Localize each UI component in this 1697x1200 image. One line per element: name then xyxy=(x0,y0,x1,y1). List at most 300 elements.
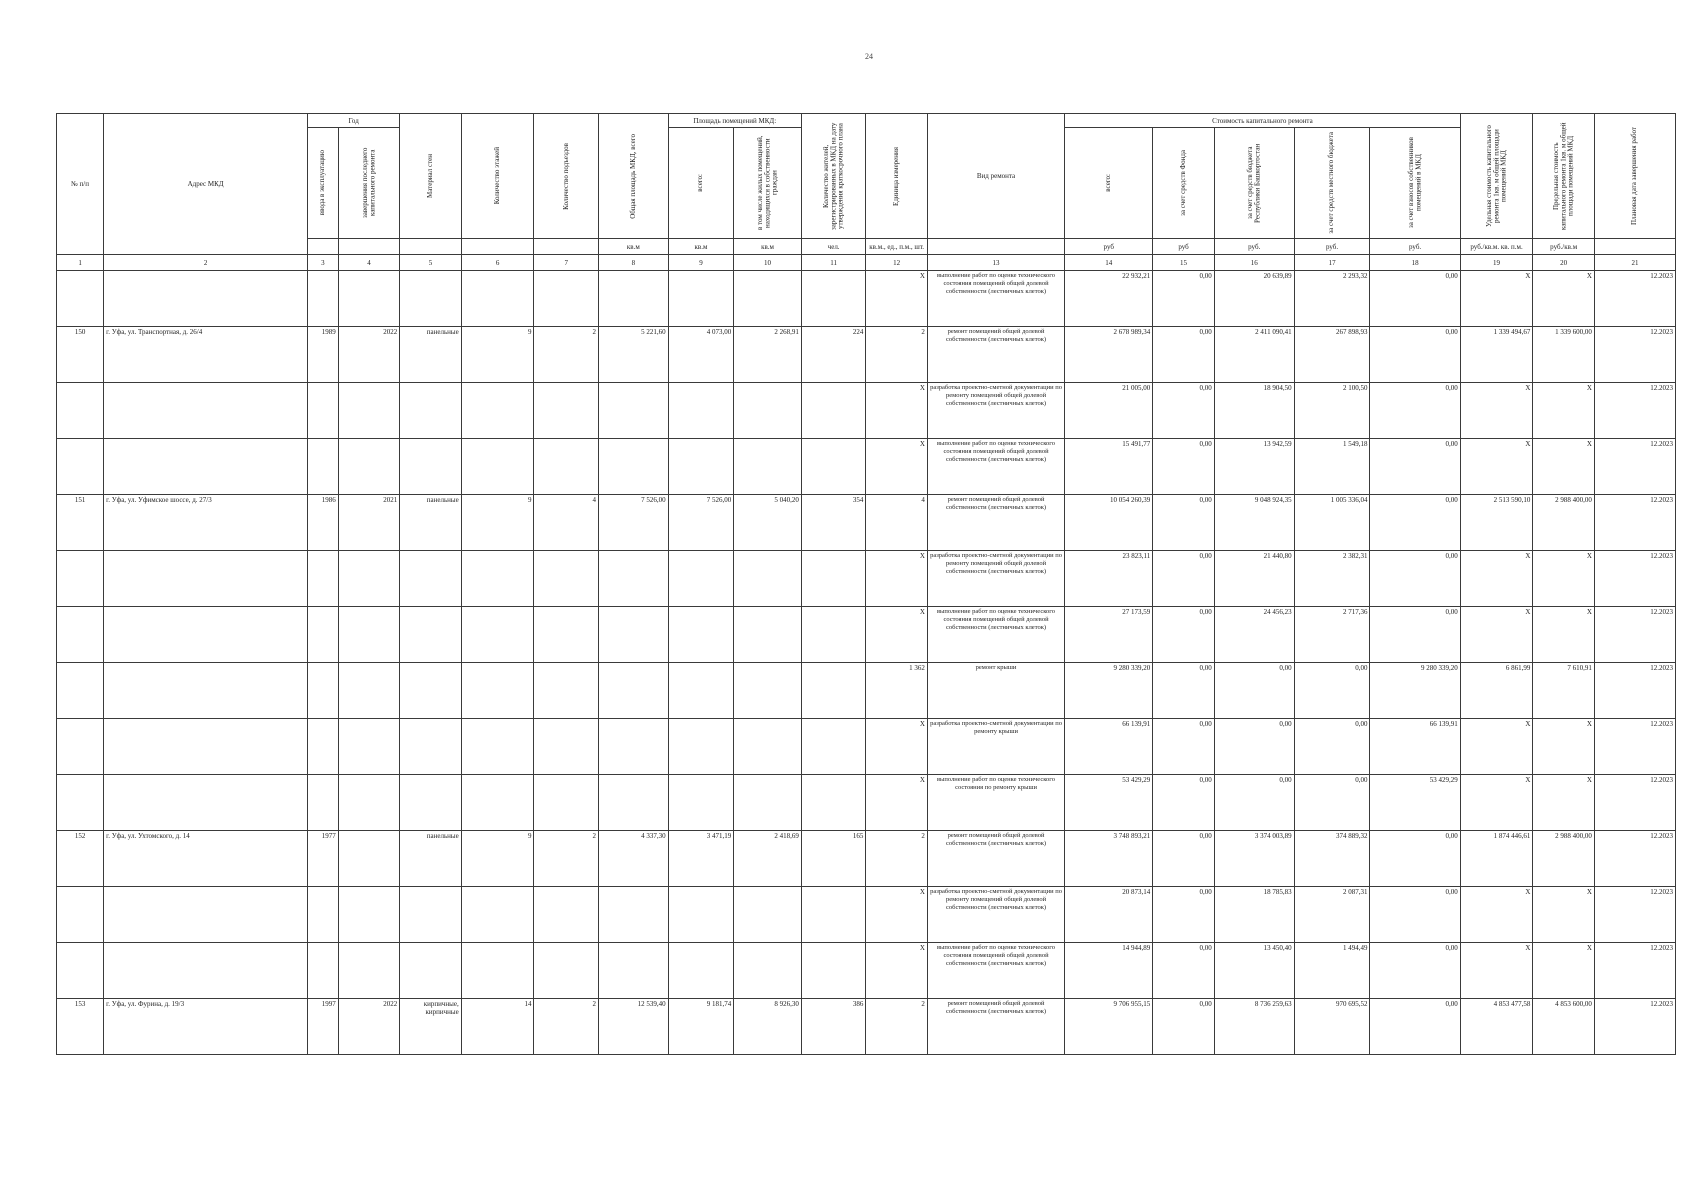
cell-residents xyxy=(801,551,866,607)
cell-no: 152 xyxy=(57,831,104,887)
cell-material xyxy=(400,719,461,775)
cell-local: 2 382,31 xyxy=(1294,551,1370,607)
header-cost-rb: за счет средств бюджета Республики Башкортостан xyxy=(1214,128,1294,239)
cell-owners: 0,00 xyxy=(1370,999,1460,1055)
cell-year-c xyxy=(308,551,339,607)
cell-ucost: X xyxy=(1460,551,1533,607)
cell-fund: 0,00 xyxy=(1153,943,1214,999)
cell-owners: 0,00 xyxy=(1370,831,1460,887)
header-address: Адрес МКД xyxy=(104,114,308,255)
cell-residents xyxy=(801,439,866,495)
cell-residents: 224 xyxy=(801,327,866,383)
cell-floors xyxy=(461,719,534,775)
cell-rb: 24 456,23 xyxy=(1214,607,1294,663)
column-number: 21 xyxy=(1594,255,1675,271)
column-number: 18 xyxy=(1370,255,1460,271)
table-row xyxy=(57,551,1676,607)
unit-cell xyxy=(927,239,1064,255)
cell-total: 9 280 339,20 xyxy=(1065,663,1153,719)
cell-area-res xyxy=(734,551,802,607)
cell-work: выполнение работ по оценке технического состояния помещений общей долевой собственности (лестничных клеток) xyxy=(927,607,1064,663)
cell-year-c xyxy=(308,719,339,775)
header-max-cost: Предельная стоимость капитального ремонта 1кв. м общей площади помещений МКД xyxy=(1533,114,1594,239)
cell-area xyxy=(598,607,668,663)
cell-floors: 9 xyxy=(461,495,534,551)
cell-ucost: X xyxy=(1460,607,1533,663)
cell-mcost: X xyxy=(1533,943,1594,999)
cell-work: ремонт помещений общей долевой собственности (лестничных клеток) xyxy=(927,495,1064,551)
cell-work: ремонт помещений общей долевой собственности (лестничных клеток) xyxy=(927,327,1064,383)
column-number: 6 xyxy=(461,255,534,271)
cell-no xyxy=(57,439,104,495)
cell-local: 2 087,31 xyxy=(1294,887,1370,943)
cell-area-all xyxy=(668,663,734,719)
cell-date: 12.2023 xyxy=(1594,719,1675,775)
cell-no: 150 xyxy=(57,327,104,383)
cell-work: выполнение работ по оценке технического состояния помещений общей долевой собственности (лестничных клеток) xyxy=(927,271,1064,327)
cell-mcost: X xyxy=(1533,551,1594,607)
cell-residents xyxy=(801,663,866,719)
cell-floors: 14 xyxy=(461,999,534,1055)
cell-area xyxy=(598,439,668,495)
unit-cell: кв.м xyxy=(734,239,802,255)
cell-unit: 4 xyxy=(866,495,927,551)
header-year-commission: ввода в эксплуатацию xyxy=(308,128,339,239)
cell-fund: 0,00 xyxy=(1153,719,1214,775)
cell-owners: 0,00 xyxy=(1370,439,1460,495)
header-cost-group: Стоимость капитального ремонта xyxy=(1065,114,1461,128)
column-number: 20 xyxy=(1533,255,1594,271)
cell-entr: 2 xyxy=(534,999,599,1055)
cell-address xyxy=(104,663,308,719)
cell-total: 20 873,14 xyxy=(1065,887,1153,943)
cell-ucost: 4 853 477,58 xyxy=(1460,999,1533,1055)
cell-rb: 8 736 259,63 xyxy=(1214,999,1294,1055)
cell-local: 267 898,93 xyxy=(1294,327,1370,383)
cell-area-res xyxy=(734,775,802,831)
cell-year-c xyxy=(308,271,339,327)
cell-date: 12.2023 xyxy=(1594,271,1675,327)
cell-floors xyxy=(461,551,534,607)
column-number: 13 xyxy=(927,255,1064,271)
cell-entr xyxy=(534,607,599,663)
cell-rb: 3 374 003,89 xyxy=(1214,831,1294,887)
cell-mcost: 1 339 600,00 xyxy=(1533,327,1594,383)
cell-owners: 0,00 xyxy=(1370,327,1460,383)
cell-residents xyxy=(801,607,866,663)
cell-mcost: 2 988 400,00 xyxy=(1533,495,1594,551)
cell-year-r xyxy=(338,551,399,607)
header-unit-cost: Удельная стоимость капитального ремонта 1кв. м общей площади помещений МКД xyxy=(1460,114,1533,239)
cell-address xyxy=(104,383,308,439)
column-number: 9 xyxy=(668,255,734,271)
cell-area xyxy=(598,271,668,327)
cell-date: 12.2023 xyxy=(1594,439,1675,495)
table-row xyxy=(57,775,1676,831)
cell-ucost: X xyxy=(1460,775,1533,831)
cell-rb: 0,00 xyxy=(1214,775,1294,831)
cell-unit: 1 362 xyxy=(866,663,927,719)
cell-fund: 0,00 xyxy=(1153,663,1214,719)
unit-cell: руб./кв.м xyxy=(1533,239,1594,255)
cell-year-r xyxy=(338,439,399,495)
cell-owners: 0,00 xyxy=(1370,607,1460,663)
cell-unit: X xyxy=(866,383,927,439)
cell-area: 12 539,40 xyxy=(598,999,668,1055)
cell-entr: 2 xyxy=(534,327,599,383)
unit-cell: кв.м xyxy=(598,239,668,255)
cell-year-c xyxy=(308,607,339,663)
cell-year-c xyxy=(308,663,339,719)
cell-year-c xyxy=(308,943,339,999)
cell-total: 21 005,00 xyxy=(1065,383,1153,439)
cell-year-r xyxy=(338,831,399,887)
cell-area-res xyxy=(734,943,802,999)
cell-no: 153 xyxy=(57,999,104,1055)
cell-address xyxy=(104,551,308,607)
cell-work: выполнение работ по оценке технического состояния по ремонту крыши xyxy=(927,775,1064,831)
cell-total: 23 823,11 xyxy=(1065,551,1153,607)
cell-entr xyxy=(534,719,599,775)
cell-work: разработка проектно-сметной документации по ремонту помещений общей долевой собственности (лестничных клеток) xyxy=(927,887,1064,943)
cell-material xyxy=(400,607,461,663)
cell-entr: 4 xyxy=(534,495,599,551)
cell-area-res xyxy=(734,663,802,719)
table-row xyxy=(57,327,1676,383)
cell-year-r xyxy=(338,775,399,831)
cell-rb: 0,00 xyxy=(1214,719,1294,775)
column-number: 1 xyxy=(57,255,104,271)
cell-rb: 18 904,50 xyxy=(1214,383,1294,439)
cell-material: панельные xyxy=(400,831,461,887)
cell-address xyxy=(104,439,308,495)
cell-area: 4 337,30 xyxy=(598,831,668,887)
unit-cell: кв.м xyxy=(668,239,734,255)
cell-material xyxy=(400,943,461,999)
cell-area-all xyxy=(668,719,734,775)
header-cost-local: за счет средств местного бюджета xyxy=(1294,128,1370,239)
cell-rb: 13 942,59 xyxy=(1214,439,1294,495)
cell-local: 0,00 xyxy=(1294,719,1370,775)
cell-owners: 66 139,91 xyxy=(1370,719,1460,775)
cell-ucost: X xyxy=(1460,271,1533,327)
cell-no xyxy=(57,663,104,719)
cell-ucost: X xyxy=(1460,383,1533,439)
cell-material xyxy=(400,663,461,719)
cell-no xyxy=(57,271,104,327)
column-numbers-row xyxy=(57,255,1676,271)
cell-residents xyxy=(801,775,866,831)
cell-floors: 9 xyxy=(461,327,534,383)
cell-residents: 354 xyxy=(801,495,866,551)
cell-area-all xyxy=(668,943,734,999)
cell-rb: 9 048 924,35 xyxy=(1214,495,1294,551)
cell-material xyxy=(400,551,461,607)
cell-mcost: X xyxy=(1533,887,1594,943)
table-row xyxy=(57,271,1676,327)
cell-material: кирпичные, кирпичные xyxy=(400,999,461,1055)
cell-residents: 386 xyxy=(801,999,866,1055)
cell-mcost: 2 988 400,00 xyxy=(1533,831,1594,887)
header-year-last-repair: завершения последнего капитального ремонта xyxy=(338,128,399,239)
cell-year-c: 1997 xyxy=(308,999,339,1055)
cell-area-all: 4 073,00 xyxy=(668,327,734,383)
cell-total: 66 139,91 xyxy=(1065,719,1153,775)
cell-year-c: 1977 xyxy=(308,831,339,887)
cell-local: 0,00 xyxy=(1294,663,1370,719)
cell-year-c xyxy=(308,887,339,943)
capital-repair-table xyxy=(56,113,1676,1055)
cell-material xyxy=(400,383,461,439)
cell-residents xyxy=(801,719,866,775)
cell-work: ремонт крыши xyxy=(927,663,1064,719)
cell-date: 12.2023 xyxy=(1594,887,1675,943)
cell-area-all: 3 471,19 xyxy=(668,831,734,887)
cell-rb: 20 639,89 xyxy=(1214,271,1294,327)
cell-year-r xyxy=(338,943,399,999)
cell-material: панельные xyxy=(400,327,461,383)
cell-fund: 0,00 xyxy=(1153,327,1214,383)
cell-total: 27 173,59 xyxy=(1065,607,1153,663)
cell-area-all xyxy=(668,887,734,943)
cell-residents xyxy=(801,887,866,943)
cell-area xyxy=(598,663,668,719)
cell-unit: 2 xyxy=(866,999,927,1055)
cell-unit: X xyxy=(866,551,927,607)
cell-date: 12.2023 xyxy=(1594,383,1675,439)
cell-owners: 0,00 xyxy=(1370,943,1460,999)
cell-work: разработка проектно-сметной документации по ремонту крыши xyxy=(927,719,1064,775)
header-no: № п/п xyxy=(57,114,104,255)
cell-date: 12.2023 xyxy=(1594,551,1675,607)
table-row xyxy=(57,999,1676,1055)
column-number: 5 xyxy=(400,255,461,271)
cell-year-r xyxy=(338,663,399,719)
cell-area-all xyxy=(668,439,734,495)
cell-fund: 0,00 xyxy=(1153,999,1214,1055)
cell-material xyxy=(400,775,461,831)
cell-entr xyxy=(534,887,599,943)
cell-address xyxy=(104,887,308,943)
cell-mcost: X xyxy=(1533,439,1594,495)
cell-rb: 13 450,40 xyxy=(1214,943,1294,999)
unit-cell: руб. xyxy=(1294,239,1370,255)
cell-area-all: 7 526,00 xyxy=(668,495,734,551)
cell-mcost: X xyxy=(1533,271,1594,327)
cell-local: 2 100,50 xyxy=(1294,383,1370,439)
cell-work: разработка проектно-сметной документации по ремонту помещений общей долевой собственности (лестничных клеток) xyxy=(927,383,1064,439)
cell-area-res: 2 268,91 xyxy=(734,327,802,383)
unit-cell: руб xyxy=(1153,239,1214,255)
cell-area-res xyxy=(734,439,802,495)
header-work-type: Вид ремонта xyxy=(927,114,1064,239)
column-number: 10 xyxy=(734,255,802,271)
cell-entr xyxy=(534,551,599,607)
unit-cell: руб./кв.м. кв. п.м. xyxy=(1460,239,1533,255)
cell-unit: X xyxy=(866,439,927,495)
cell-total: 3 748 893,21 xyxy=(1065,831,1153,887)
cell-entr xyxy=(534,383,599,439)
cell-area xyxy=(598,943,668,999)
cell-area-res: 8 926,30 xyxy=(734,999,802,1055)
cell-floors xyxy=(461,439,534,495)
cell-local: 1 494,49 xyxy=(1294,943,1370,999)
cell-material xyxy=(400,439,461,495)
header-cost-owners: за счет взносов собственников помещений в МКД xyxy=(1370,128,1460,239)
cell-no xyxy=(57,887,104,943)
header-entrances: Количество подъездов xyxy=(534,114,599,239)
column-number: 16 xyxy=(1214,255,1294,271)
cell-fund: 0,00 xyxy=(1153,271,1214,327)
cell-no xyxy=(57,607,104,663)
table-row xyxy=(57,887,1676,943)
header-floors: Количество этажей xyxy=(461,114,534,239)
header-unit: Единица измерения xyxy=(866,114,927,239)
unit-cell xyxy=(534,239,599,255)
cell-ucost: 6 861,99 xyxy=(1460,663,1533,719)
cell-owners: 9 280 339,20 xyxy=(1370,663,1460,719)
cell-unit: X xyxy=(866,887,927,943)
cell-fund: 0,00 xyxy=(1153,439,1214,495)
table-row xyxy=(57,719,1676,775)
cell-year-r xyxy=(338,887,399,943)
cell-ucost: X xyxy=(1460,439,1533,495)
cell-unit: X xyxy=(866,607,927,663)
cell-date: 12.2023 xyxy=(1594,327,1675,383)
cell-unit: X xyxy=(866,271,927,327)
cell-fund: 0,00 xyxy=(1153,383,1214,439)
cell-rb: 21 440,80 xyxy=(1214,551,1294,607)
cell-owners: 0,00 xyxy=(1370,551,1460,607)
cell-area-all xyxy=(668,383,734,439)
cell-fund: 0,00 xyxy=(1153,607,1214,663)
cell-total: 10 054 260,39 xyxy=(1065,495,1153,551)
cell-total: 2 678 989,34 xyxy=(1065,327,1153,383)
cell-area xyxy=(598,719,668,775)
cell-mcost: X xyxy=(1533,607,1594,663)
cell-area xyxy=(598,383,668,439)
cell-floors xyxy=(461,775,534,831)
column-number: 12 xyxy=(866,255,927,271)
cell-residents xyxy=(801,383,866,439)
cell-year-r: 2021 xyxy=(338,495,399,551)
header-cost-total: всего: xyxy=(1065,128,1153,239)
cell-rb: 2 411 090,41 xyxy=(1214,327,1294,383)
cell-local: 0,00 xyxy=(1294,775,1370,831)
cell-fund: 0,00 xyxy=(1153,887,1214,943)
cell-date: 12.2023 xyxy=(1594,663,1675,719)
cell-local: 1 005 336,04 xyxy=(1294,495,1370,551)
cell-address: г. Уфа, ул. Фурина, д. 19/3 xyxy=(104,999,308,1055)
cell-area-res xyxy=(734,719,802,775)
column-number: 4 xyxy=(338,255,399,271)
table-row xyxy=(57,383,1676,439)
cell-entr xyxy=(534,775,599,831)
header-area-total: всего: xyxy=(668,128,734,239)
cell-date: 12.2023 xyxy=(1594,831,1675,887)
cell-area-res xyxy=(734,383,802,439)
cell-unit: X xyxy=(866,775,927,831)
table-row xyxy=(57,495,1676,551)
cell-fund: 0,00 xyxy=(1153,495,1214,551)
table-row xyxy=(57,943,1676,999)
unit-cell xyxy=(461,239,534,255)
cell-owners: 53 429,29 xyxy=(1370,775,1460,831)
column-number: 15 xyxy=(1153,255,1214,271)
cell-date: 12.2023 xyxy=(1594,999,1675,1055)
header-area-residents: в том числе жилых помещений, находящихся в собственности граждан xyxy=(734,128,802,239)
cell-date: 12.2023 xyxy=(1594,607,1675,663)
cell-ucost: X xyxy=(1460,719,1533,775)
cell-floors xyxy=(461,663,534,719)
page-number: 24 xyxy=(865,52,873,61)
header-total-area: Общая площадь МКД, всего xyxy=(598,114,668,239)
column-number: 11 xyxy=(801,255,866,271)
cell-address: г. Уфа, ул. Ухтомского, д. 14 xyxy=(104,831,308,887)
cell-ucost: 1 339 494,67 xyxy=(1460,327,1533,383)
cell-address xyxy=(104,943,308,999)
cell-entr: 2 xyxy=(534,831,599,887)
unit-cell: руб. xyxy=(1214,239,1294,255)
cell-area xyxy=(598,887,668,943)
table-row xyxy=(57,439,1676,495)
column-number: 17 xyxy=(1294,255,1370,271)
cell-year-c xyxy=(308,383,339,439)
cell-owners: 0,00 xyxy=(1370,495,1460,551)
cell-address xyxy=(104,271,308,327)
header-year: Год xyxy=(308,114,400,128)
unit-cell xyxy=(1594,239,1675,255)
cell-rb: 18 785,83 xyxy=(1214,887,1294,943)
cell-fund: 0,00 xyxy=(1153,775,1214,831)
cell-mcost: 7 610,91 xyxy=(1533,663,1594,719)
cell-ucost: X xyxy=(1460,887,1533,943)
cell-area: 5 221,60 xyxy=(598,327,668,383)
table-row xyxy=(57,607,1676,663)
cell-floors: 9 xyxy=(461,831,534,887)
cell-entr xyxy=(534,943,599,999)
cell-area-res xyxy=(734,607,802,663)
cell-residents: 165 xyxy=(801,831,866,887)
cell-no xyxy=(57,943,104,999)
unit-cell xyxy=(400,239,461,255)
cell-mcost: X xyxy=(1533,383,1594,439)
cell-floors xyxy=(461,887,534,943)
cell-entr xyxy=(534,439,599,495)
cell-date: 12.2023 xyxy=(1594,495,1675,551)
cell-no: 151 xyxy=(57,495,104,551)
cell-local: 1 549,18 xyxy=(1294,439,1370,495)
cell-work: ремонт помещений общей долевой собственности (лестничных клеток) xyxy=(927,831,1064,887)
cell-unit: 2 xyxy=(866,831,927,887)
cell-year-r xyxy=(338,383,399,439)
cell-fund: 0,00 xyxy=(1153,831,1214,887)
cell-entr xyxy=(534,663,599,719)
cell-unit: 2 xyxy=(866,327,927,383)
cell-area xyxy=(598,551,668,607)
cell-area-res: 5 040,20 xyxy=(734,495,802,551)
table-row xyxy=(57,663,1676,719)
header-cost-fund: за счет средств Фонда xyxy=(1153,128,1214,239)
cell-local: 970 695,52 xyxy=(1294,999,1370,1055)
cell-floors xyxy=(461,943,534,999)
cell-local: 2 293,32 xyxy=(1294,271,1370,327)
cell-address: г. Уфа, ул. Уфимское шоссе, д. 27/3 xyxy=(104,495,308,551)
cell-total: 15 491,77 xyxy=(1065,439,1153,495)
cell-local: 374 889,32 xyxy=(1294,831,1370,887)
cell-address: г. Уфа, ул. Транспортная, д. 26/4 xyxy=(104,327,308,383)
cell-ucost: 1 874 446,61 xyxy=(1460,831,1533,887)
